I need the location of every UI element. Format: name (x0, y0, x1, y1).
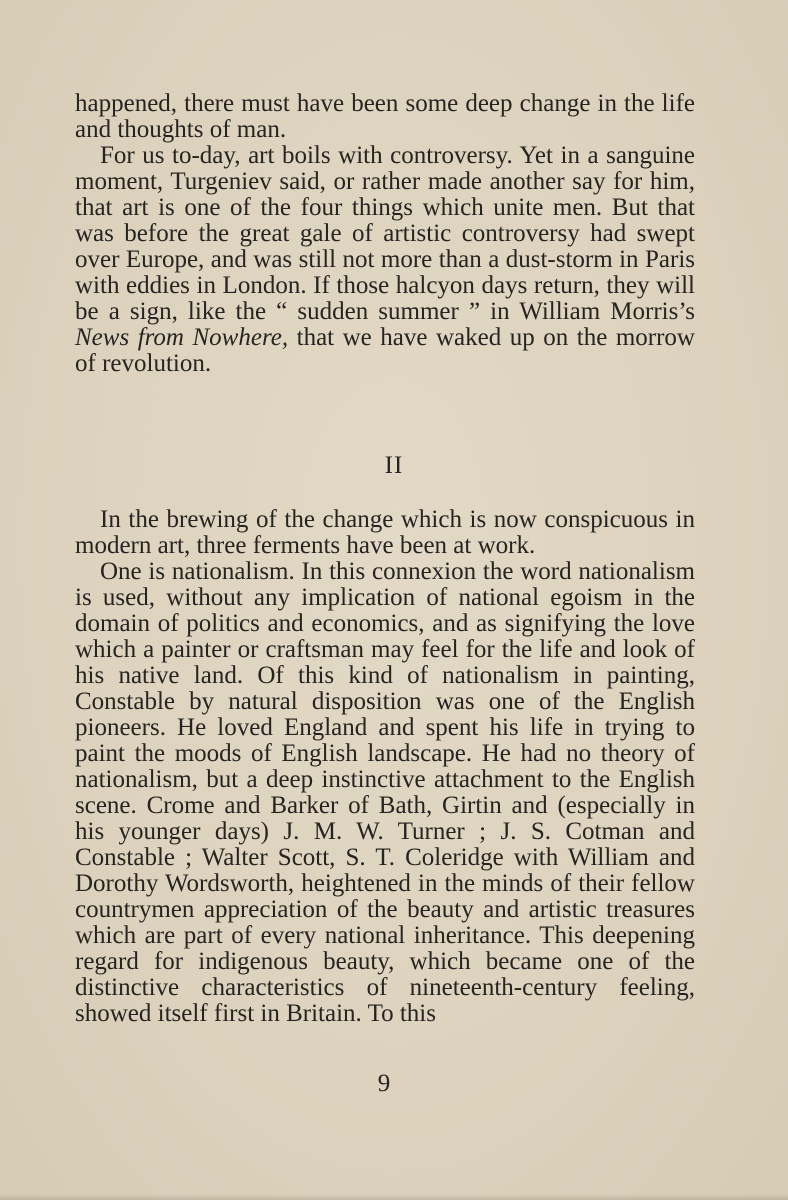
page-edge-shadow (0, 1194, 788, 1200)
text-block-section-two (75, 507, 695, 1027)
book-title-italic: News from Nowhere, (75, 324, 289, 351)
text-block-top (75, 91, 695, 377)
paragraph-brewing: In the brewing of the change which is now conspicuous in modern art, three ferments have been at work. (75, 506, 695, 559)
section-heading: II (384, 452, 404, 479)
paragraph-controversy-text: For us to-day, art boils with controversy. Yet in a sanguine moment, Turgeniev said, or rather made another say for him, that art is one of the four things which unite men. But that was before the great gale of artistic controversy had swept over Europe, and was still not more than a dust-storm in Paris with eddies in London. If those halcyon days return, they will be a sign, like the “ sudden summer ” in William Morris’s (75, 142, 695, 325)
paragraph-controversy (75, 143, 695, 377)
paragraph-controversy-tail: that we have waked up on the morrow of revolution. (75, 324, 695, 377)
paragraph-nationalism: One is nationalism. In this connexion the word nationalism is used, without any implication of national egoism in the domain of politics and economics, and as signifying the love which a painter or craftsman may feel for the life and look of his native land. Of this kind of nationalism in painting, Constable by natural disposition was one of the English pioneers. He loved England and spent his life in trying to paint the moods of English landscape. He had no theory of nationalism, but a deep instinctive attachment to the English scene. Crome and Barker of Bath, Girtin and (especially in his younger days) J. M. W. Turner ; J. S. Cotman and Constable ; Walter Scott, S. T. Coleridge with William and Dorothy Wordsworth, heightened in the minds of their fellow countrymen appreciation of the beauty and artistic treasures which are part of every national inheritance. This deepening regard for indigenous beauty, which became one of the distinctive characteristics of nineteenth-century feeling, showed itself first in Britain. To this (75, 558, 695, 1027)
page-number: 9 (377, 1070, 391, 1097)
paragraph-continuation: happened, there must have been some deep change in the life and thoughts of man. (75, 90, 695, 143)
